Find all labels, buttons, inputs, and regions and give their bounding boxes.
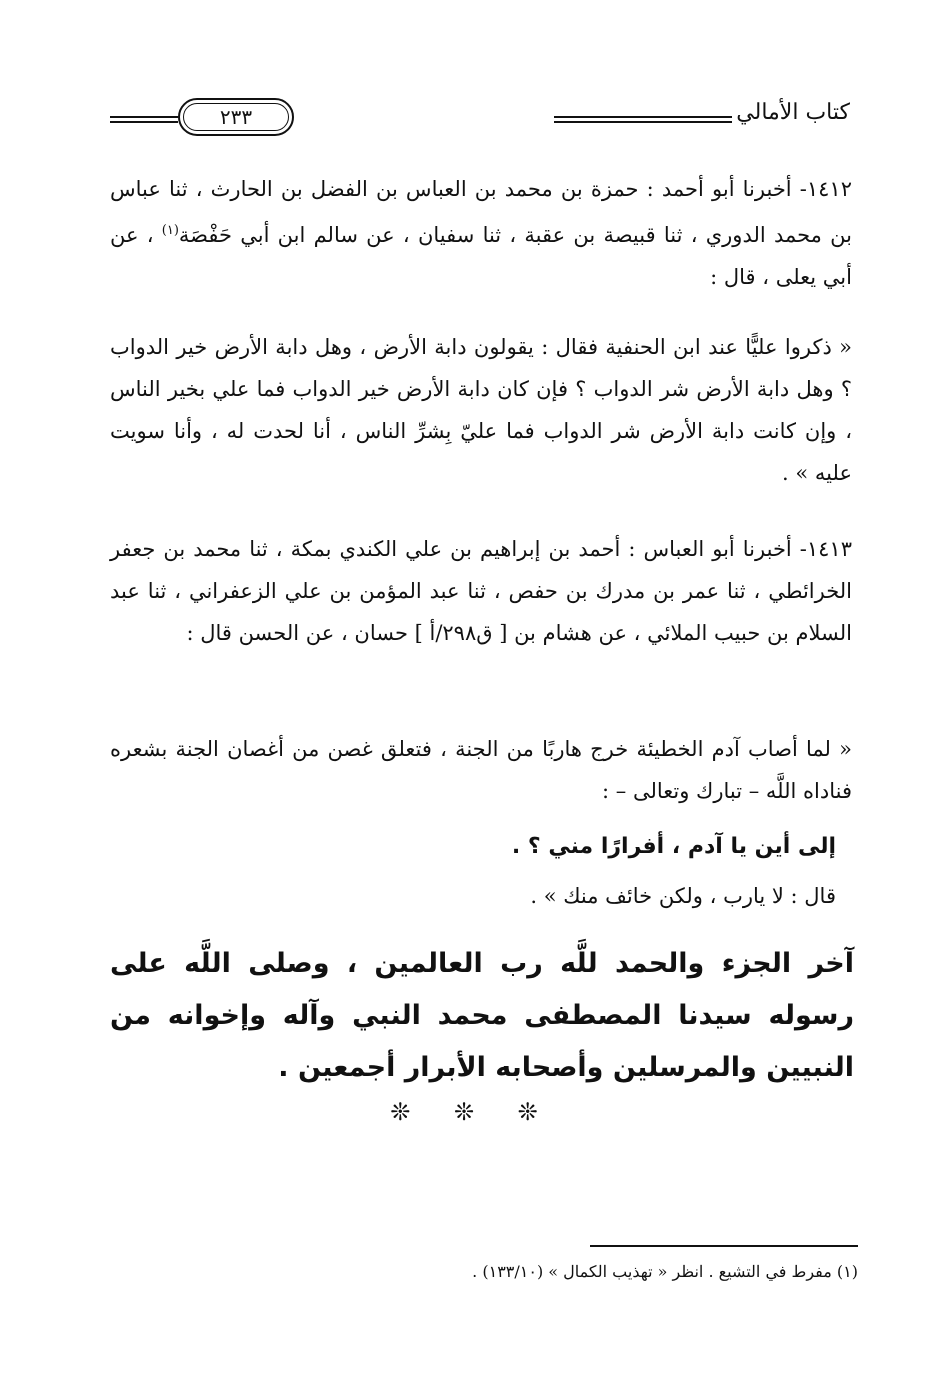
footnote: (١) مفرط في التشيع . انظر « تهذيب الكمال » (١٣٣/١٠) .	[472, 1262, 858, 1281]
quote-1-text: « ذكروا عليًّا عند ابن الحنفية فقال : يقولون دابة الأرض ، وهل دابة الأرض خير الدواب ؟ وهل دابة الأرض شر الدواب ؟ فإن كان دابة الأرض خير الدواب فما علي بخير الناس ، وإن كانت دابة الأرض شر الدواب فما عليّ بِشرِّ الناس ، أنا لحدت له ، وأنا سويت عليه » .	[110, 335, 852, 485]
quote-1	[110, 326, 852, 494]
running-title: كتاب الأمالي	[736, 100, 850, 125]
hadith-1413-text: ١٤١٣- أخبرنا أبو العباس : أحمد بن إبراهيم بن علي الكندي بمكة ، ثنا محمد بن جعفر الخرائطي ، ثنا عمر بن مدرك بن حفص ، ثنا عبد المؤمن بن علي الزعفراني ، ثنا عبد السلام بن حبيب الملائي ، عن هشام بن [ ق٢٩٨/أ ] حسان ، عن الحسن قال :	[110, 537, 852, 645]
header-rule-left	[110, 116, 178, 124]
page-number: ٢٣٣	[178, 98, 294, 136]
quote-2-bold: إلى أين يا آدم ، أفرارًا مني ؟ .	[511, 834, 836, 859]
closing-paragraph: آخر الجزء والحمد للَّه رب العالمين ، وصلى اللَّه على رسوله سيدنا المصطفى محمد النبي وآله وإخوانه من النبيين والمرسلين وأصحابه الأبرار أجمعين .	[110, 948, 854, 1083]
hadith-1413	[110, 528, 852, 654]
footnote-ref: (١)	[161, 223, 179, 238]
footnote-rule	[590, 1245, 858, 1247]
separator-stars: ❊ ❊ ❊	[390, 1098, 556, 1126]
quote-2-text: « لما أصاب آدم الخطيئة خرج هاربًا من الجنة ، فتعلق غصن من أغصان الجنة بشعره فناداه اللَّه – تبارك وتعالى – :	[110, 737, 852, 803]
quote-2	[110, 728, 852, 812]
hadith-1412-text: ١٤١٢- أخبرنا أبو أحمد : حمزة بن محمد بن العباس بن الفضل بن الحارث ، ثنا عباس بن محمد الدوري ، ثنا قبيصة بن عقبة ، ثنا سفيان ، عن سالم ابن أبي حَفْصَة	[110, 177, 852, 247]
page-header	[110, 96, 850, 144]
hadith-1412	[110, 168, 852, 298]
hadith-1412-end: ، عن أبي يعلى ، قال :	[110, 223, 852, 289]
header-rule-right	[554, 116, 732, 124]
quote-2-end: قال : لا يارب ، ولكن خائف منك » .	[530, 884, 836, 908]
